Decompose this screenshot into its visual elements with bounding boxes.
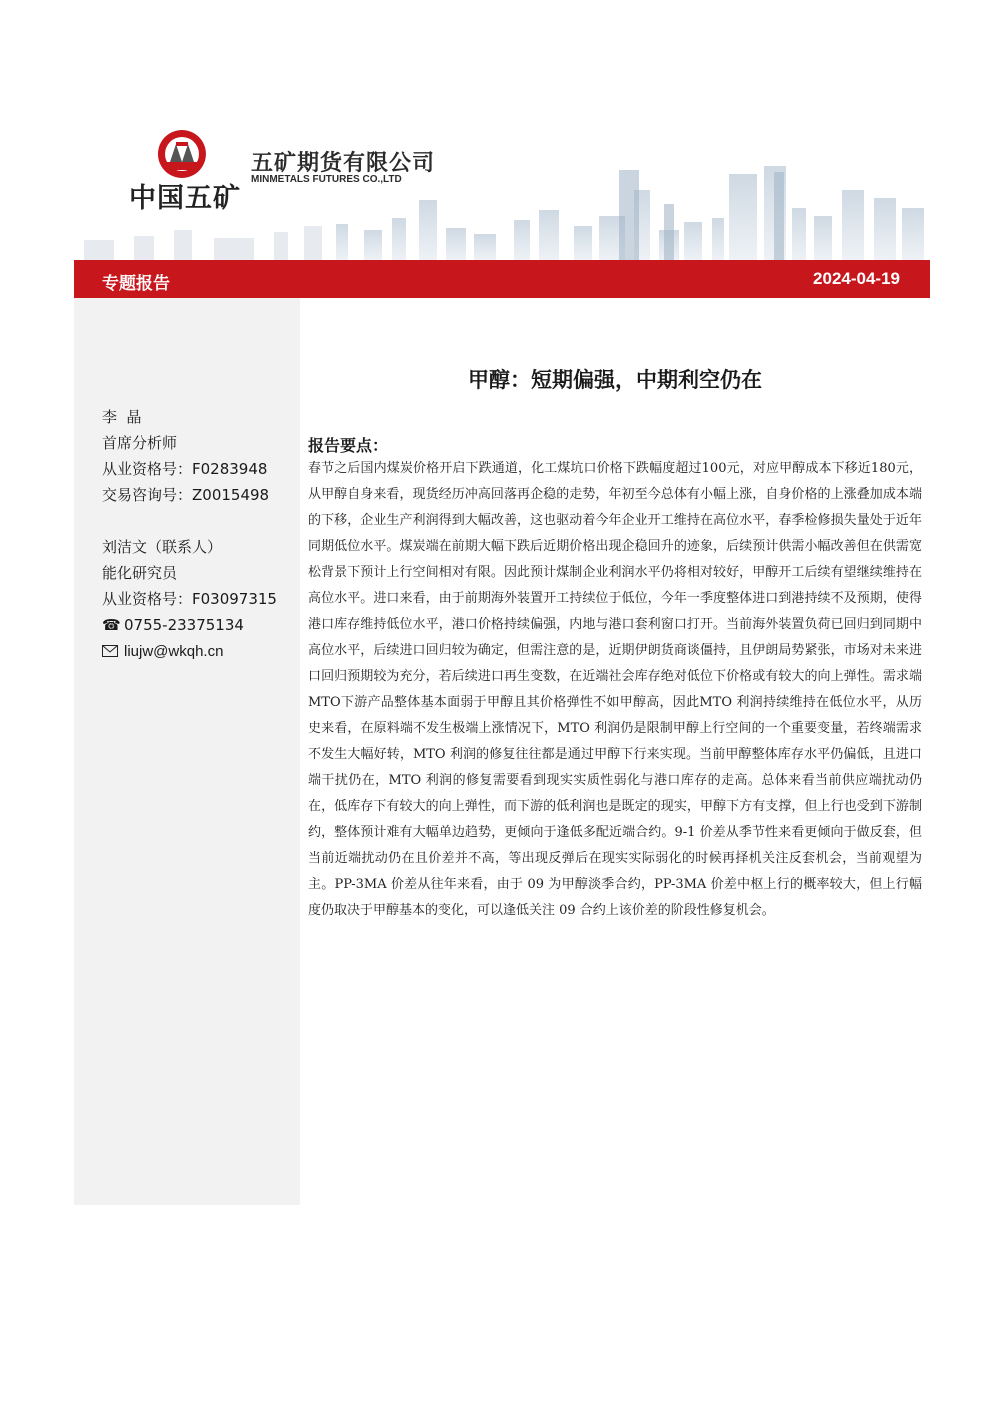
author-1-license: 从业资格号：F0283948 [102,460,268,478]
phone-row [102,612,277,638]
author-2-role: 能化研究员 [102,564,178,582]
report-title: 甲醇：短期偏强，中期利空仍在 [468,368,762,392]
author-2-license: 从业资格号：F03097315 [102,590,277,608]
phone-number: 0755-23375134 [124,616,244,634]
author-1-consult-no: 交易咨询号：Z0015498 [102,486,270,504]
author-info [102,404,277,664]
report-banner [74,260,930,298]
author-2-name: 刘洁文（联系人） [102,538,223,556]
phone-icon: ☎ [102,616,121,634]
report-date: 2024-04-19 [813,269,900,288]
author-1-name: 李 晶 [102,408,142,426]
author-1-role: 首席分析师 [102,434,178,452]
report-type-label: 专题报告 [102,274,170,294]
email-row [102,638,277,664]
brand-name-cn: 中国五矿 [129,183,241,214]
summary-heading: 报告要点： [308,436,389,455]
mail-icon [102,638,124,664]
company-name-en: MINMETALS FUTURES CO.,LTD [251,174,402,185]
minmetals-emblem-logo [156,128,208,178]
company-name-cn: 五矿期货有限公司 [251,151,436,176]
author-sidebar [74,298,300,1205]
summary-body: 春节之后国内煤炭价格开启下跌通道，化工煤坑口价格下跌幅度超过100元，对应甲醇成本下移近180元，从甲醇自身来看，现货经历冲高回落再企稳的走势，年初至今总体有小幅上涨，自身价格的上涨叠加成本端的下移，企业生产利润得到大幅改善，这也驱动着今年企业开工维持在高位水平，春季检修损失量处于近年同期低位水平。煤炭端在前期大幅下跌后近期价格出现企稳回升的迹象，后续预计供需小幅改善但在供需宽松背景下预计上行空间相对有限。因此预计煤制企业利润水平仍将相对较好，甲醇开工后续有望继续维持在高位水平。进口来看，由于前期海外装置开工持续位于低位，今年一季度整体进口到港持续不及预期，使得港口库存维持低位水平，港口价格持续偏强，内地与港口套利窗口打开。当前海外装置负荷已回归到同期中高位水平，后续进口回归较为确定，但需注意的是，近期伊朗货商谈僵持，且伊朗局势紧张，市场对未来进口回归预期较为充分，若后续进口再生变数，在近端社会库存绝对低位下价格或有较大的向上弹性。需求端MTO下游产品整体基本面弱于甲醇且其价格弹性不如甲醇高，因此MTO 利润持续维持在低位水平，从历史来看，在原料端不发生极端上涨情况下，MTO 利润仍是限制甲醇上行空间的一个重要变量，若终端需求不发生大幅好转，MTO 利润的修复往往都是通过甲醇下行来实现。当前甲醇整体库存水平仍偏低，且进口端干扰仍在，MTO 利润的修复需要看到现实实质性弱化与港口库存的走高。总体来看当前供应端扰动仍在，低库存下有较大的向上弹性，而下游的低利润也是既定的现实，甲醇下方有支撑，但上行也受到下游制约，整体预计难有大幅单边趋势，更倾向于逢低多配近端合约。9-1 价差从季节性来看更倾向于做反套，但当前近端扰动仍在且价差并不高，等出现反弹后在现实实际弱化的时候再择机关注反套机会，当前观望为主。PP-3MA 价差从往年来看，由于 09 为甲醇淡季合约，PP-3MA 价差中枢上行的概率较大，但上行幅度仍取决于甲醇基本的变化，可以逢低关注 09 合约上该价差的阶段性修复机会。 [308,461,922,918]
report-header [74,120,930,260]
email-link[interactable]: liujw@wkqh.cn [124,643,224,660]
